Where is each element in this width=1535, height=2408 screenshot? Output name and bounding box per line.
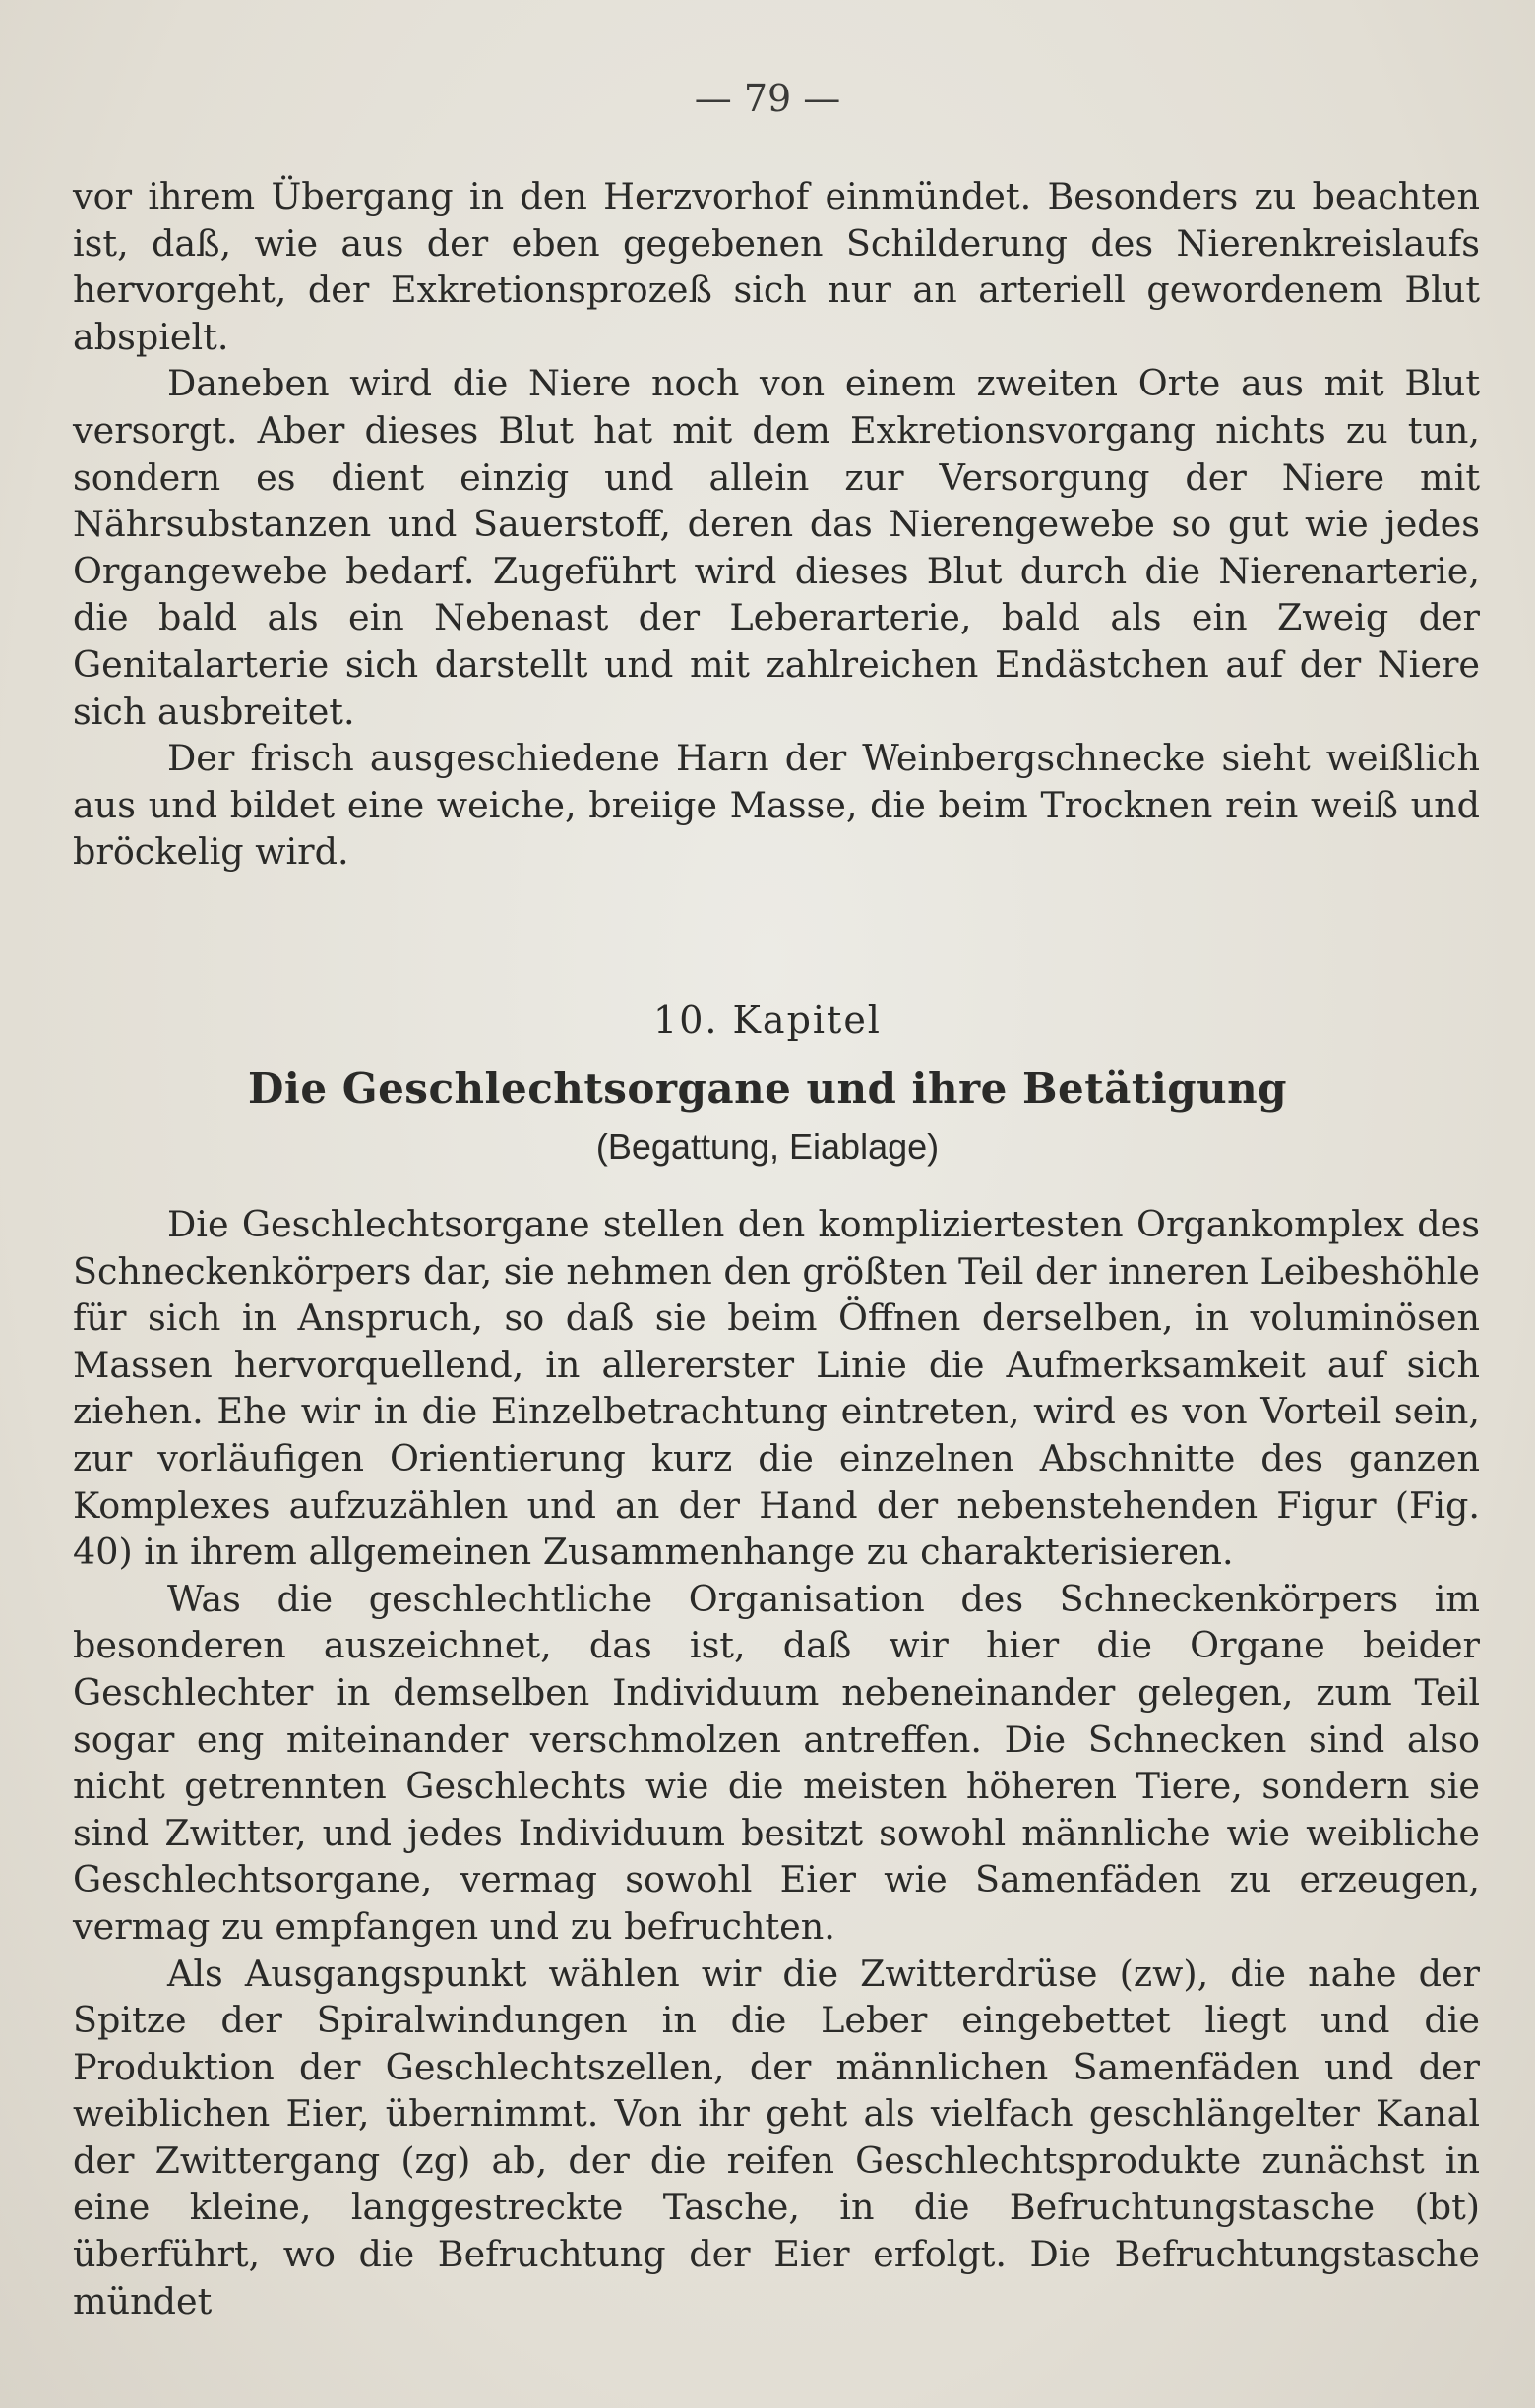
paragraph-organ-overview: Die Geschlechtsorgane stellen den kompliziertesten Organkomplex des Schneckenkörpers dar, sie nehmen den größten Teil der inneren Leibeshöhle für sich in Anspruch, so daß sie beim Öffnen derselben, in voluminösen Massen hervorquellend, in allererster Linie die Aufmerksamkeit auf sich ziehen. Ehe wir in die Einzelbetrachtung eintreten, wird es von Vorteil sein, zur vorläufigen Orientierung kurz die einzelnen Abschnitte des ganzen Komplexes aufzuzählen und an der Hand der nebenstehenden Figur (Fig. 40) in ihrem allgemeinen Zusammenhange zu charakterisieren. <box>73 1203 1480 1574</box>
paragraph-continuation: vor ihrem Übergang in den Herzvorhof einmündet. Besonders zu beachten ist, daß, wie aus der eben gegebenen Schilderung des Nierenkreislaufs hervorgeht, der Exkretionsprozeß sich nur an arteriell gewordenem Blut abspielt. <box>73 175 1480 358</box>
chapter-subtitle: (Begattung, Eiablage) <box>595 1126 940 1167</box>
top-text-block <box>73 173 1480 875</box>
page-number: — 79 — <box>694 77 841 120</box>
paragraph-blood-supply: Daneben wird die Niere noch von einem zweiten Orte aus mit Blut versorgt. Aber dieses Blut hat mit dem Exkretionsvorgang nichts zu tun, sondern es dient einzig und allein zur Versorgung der Niere mit Nährsubstanzen und Sauerstoff, deren das Nierengewebe so gut wie jedes Organgewebe bedarf. Zugeführt wird dieses Blut durch die Nierenarterie, die bald als ein Nebenast der Leberarterie, bald als ein Zweig der Genitalarterie sich darstellt und mit zahlreichen Endästchen auf der Niere sich ausbreitet. <box>73 362 1480 733</box>
chapter-title: Die Geschlechtsorgane und ihre Betätigung <box>247 1064 1288 1113</box>
paragraph-urine: Der frisch ausgeschiedene Harn der Weinbergschnecke sieht weißlich aus und bildet eine weiche, breiige Masse, die beim Trocknen rein weiß und bröckelig wird. <box>73 737 1480 873</box>
paragraph-hermaphrodite: Was die geschlechtliche Organisation des Schneckenkörpers im besonderen auszeichnet, das ist, daß wir hier die Organe beider Geschlechter in demselben Individuum nebeneinander gelegen, zum Teil sogar eng miteinander verschmolzen antreffen. Die Schnecken sind also nicht getrennten Geschlechts wie die meisten höheren Tiere, sondern sie sind Zwitter, und jedes Individuum besitzt sowohl männliche wie weibliche Geschlechtsorgane, vermag sowohl Eier wie Samenfäden zu erzeugen, vermag zu empfangen und zu befruchten. <box>73 1577 1480 1948</box>
bottom-text-block <box>73 1201 1480 2324</box>
chapter-label: 10. Kapitel <box>653 998 882 1042</box>
paragraph-zwitterdruese: Als Ausgangspunkt wählen wir die Zwitterdrüse (zw), die nahe der Spitze der Spiralwindungen in die Leber eingebettet liegt und die Produktion der Geschlechtszellen, der männlichen Samenfäden und der weiblichen Eier, übernimmt. Von ihr geht als vielfach geschlängelter Kanal der Zwittergang (zg) ab, der die reifen Geschlechtsprodukte zunächst in eine kleine, langgestreckte Tasche, in die Befruchtungstasche (bt) überführt, wo die Befruchtung der Eier erfolgt. Die Befruchtungstasche mündet <box>73 1952 1480 2322</box>
